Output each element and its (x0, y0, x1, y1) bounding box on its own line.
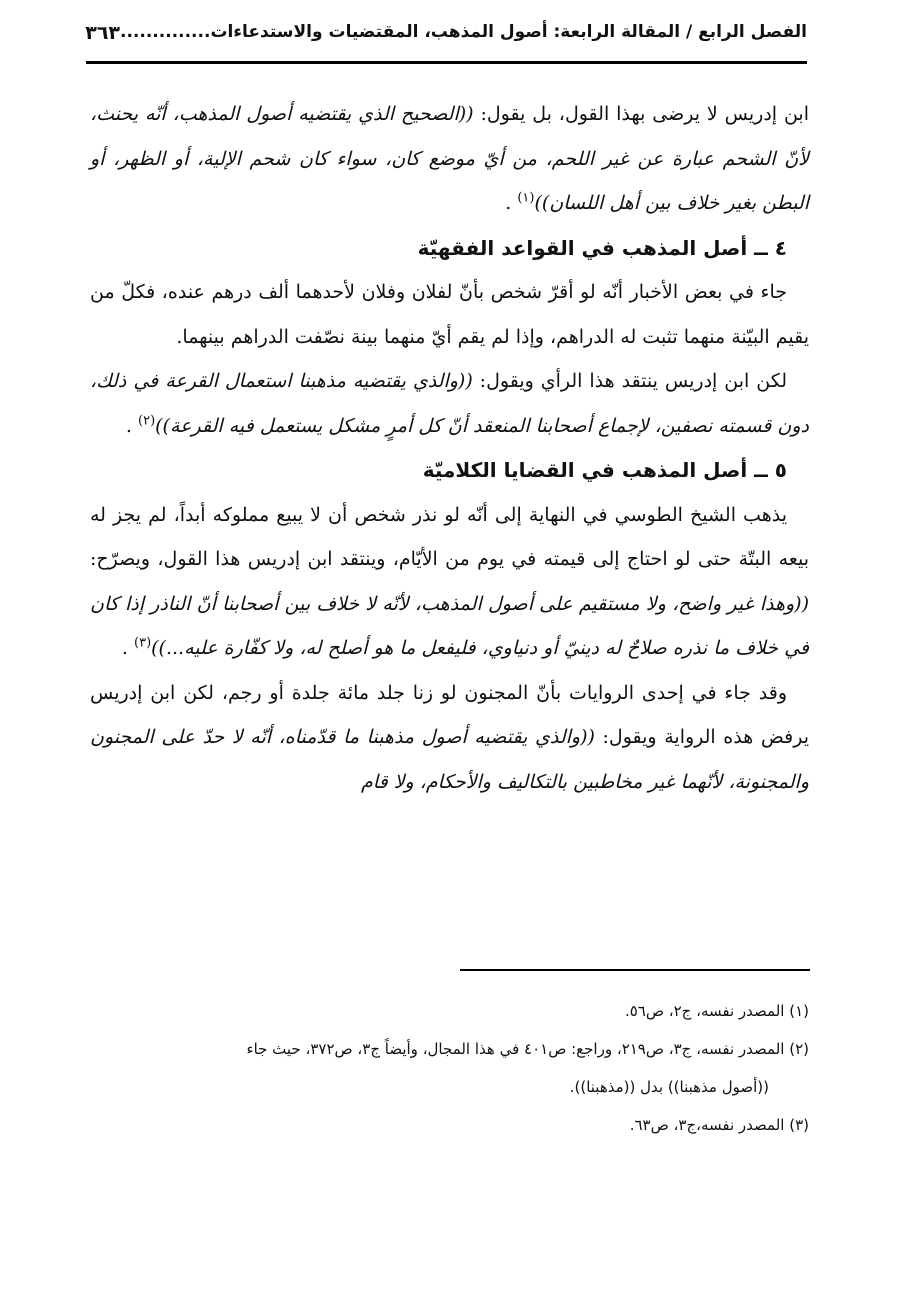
main-text (90, 92, 809, 804)
paragraph-3 (90, 359, 809, 448)
footnote-2-line-2: ((أصول مذهبنا)) بدل ((مذهبنا)). (569, 1078, 769, 1096)
footnote-ref-2[interactable]: (٢) (138, 413, 156, 429)
footnote-1: (١) المصدر نفسه، ج٢، ص٥٦. (624, 1002, 809, 1020)
header-title (120, 22, 807, 42)
paragraph-1 (90, 92, 809, 226)
paragraph-5-text: وقد جاء في إحدى الروايات بأنّ المجنون لو زنا جلد مائة جلدة أو رجم، لكن ابن إدريس يرفض هذه الرواية ويقول: (90, 681, 809, 748)
page-number: ٣٦٣ (85, 22, 121, 44)
paragraph-1-quote: ((الصحيح الذي يقتضيه أصول المذهب، أنّه يحنث، لأنّ الشحم عبارة عن غير اللحم، من أيّ موضع كان، سواء كان شحم الإلية، أو الظهر، أو البطن بغير خلاف بين أهل اللسان)) (90, 103, 809, 214)
footnote-separator (460, 969, 810, 971)
paragraph-4 (90, 493, 809, 671)
paragraph-4-end: . (121, 637, 134, 659)
paragraph-5 (90, 671, 809, 805)
footnote-ref-3[interactable]: (٣) (134, 635, 152, 651)
footnote-ref-1[interactable]: (١) (517, 190, 535, 206)
paragraph-5-quote: ((والذي يقتضيه أصول مذهبنا ما قدّمناه، أنّه لا حدّ على المجنون والمجنونة، لأنّهما غير مخاطبين بالتكاليف والأحكام، ولا قام (90, 726, 809, 793)
running-header (86, 22, 807, 60)
header-rule (86, 61, 807, 64)
paragraph-1-text: ابن إدريس لا يرضى بهذا القول، بل يقول: (473, 103, 809, 125)
paragraph-2: جاء في بعض الأخبار أنّه لو أقرّ شخص بأنّ لفلان وفلان لأحدهما ألف درهم عنده، فكلّ من يقيم البيّنة منهما تثبت له الدراهم، وإذا لم يقم أيّ منهما بينة نصّفت الدراهم بينهما. (90, 281, 809, 348)
footnote-2-line-1: (٢) المصدر نفسه، ج٣، ص٢١٩، وراجع: ص٤٠١ في هذا المجال، وأيضاً ج٣، ص٣٧٢، حيث جاء (246, 1040, 809, 1058)
paragraph-3-end: . (125, 414, 138, 437)
section-heading-4: ٤ ــ أصل المذهب في القواعد الفقهيّة (417, 235, 787, 260)
footnote-3: (٣) المصدر نفسه،ج٣، ص٦٣. (629, 1116, 809, 1134)
header-leader-dots: .............. (120, 22, 211, 42)
section-heading-5: ٥ ــ أصل المذهب في القضايا الكلاميّة (422, 458, 787, 482)
paragraph-1-end: . (505, 192, 518, 214)
footnotes (90, 992, 809, 1144)
header-title-text: الفصل الرابع / المقالة الرابعة: أصول المذهب، المقتضيات والاستدعاءات (210, 22, 807, 42)
paragraph-3-quote: ((والذي يقتضيه مذهبنا استعمال القرعة في ذلك، دون قسمته نصفين، لإجماع أصحابنا المنعقد أنّ كل أمرٍ مشكل يستعمل فيه القرعة)) (90, 370, 809, 437)
paragraph-3-text: لكن ابن إدريس ينتقد هذا الرأي ويقول: (472, 370, 787, 392)
paragraph-4-quote: ((وهذا غير واضح، ولا مستقيم على أصول المذهب، لأنّه لا خلاف بين أصحابنا أنّ الناذر إذا كان في خلاف ما نذره صلاحٌ له دينيّ أو دنياوي، فليفعل ما هو أصلح له، ولا كفّارة عليه...)) (90, 592, 809, 659)
paragraph-4-text: يذهب الشيخ الطوسي في النهاية إلى أنّه لو نذر شخص أن لا يبيع مملوكه أبداً، لم يجز له بيعه البتّة حتى لو احتاج إلى قيمته في يوم من الأيّام، وينتقد ابن إدريس هذا القول، ويصرّح: (90, 503, 809, 570)
